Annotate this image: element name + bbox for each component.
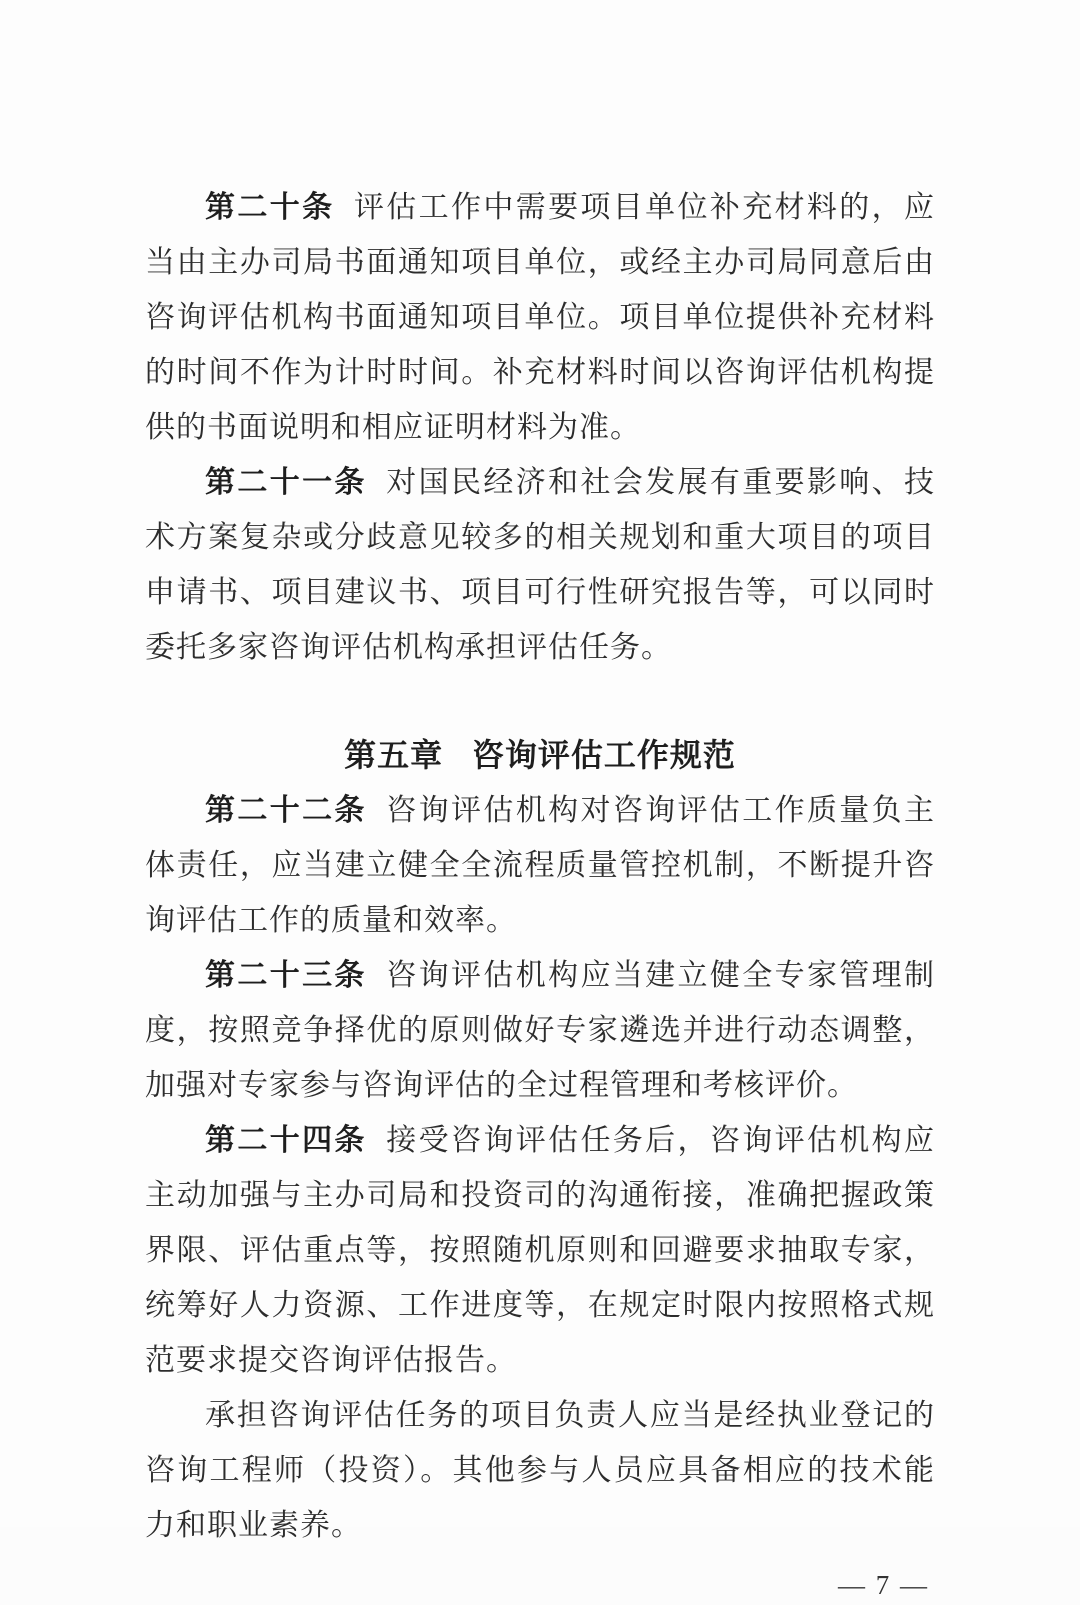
chapter-heading xyxy=(145,728,935,783)
article-paragraph-20 xyxy=(145,180,935,455)
page-number: — 7 — xyxy=(838,1570,929,1600)
article-number: 第二十一条 xyxy=(205,466,367,499)
article-paragraph-24 xyxy=(145,1113,935,1388)
article-paragraph-23 xyxy=(145,948,935,1113)
article-number: 第二十三条 xyxy=(205,959,367,992)
chapter-label: 第五章 xyxy=(344,737,444,773)
chapter-title: 咨询评估工作规范 xyxy=(471,737,736,773)
article-paragraph-21 xyxy=(145,455,935,675)
article-text: 接受咨询评估任务后，咨询评估机构应主动加强与主办司局和投资司的沟通衔接，准确把握政策界限、评估重点等，按照随机原则和回避要求抽取专家，统筹好人力资源、工作进度等，在规定时限内按照格式规范要求提交咨询评估报告。 xyxy=(145,1124,936,1377)
article-number: 第二十条 xyxy=(205,191,335,224)
article-text: 咨询评估机构对咨询评估工作质量负主体责任，应当建立健全全流程质量管控机制，不断提升咨询评估工作的质量和效率。 xyxy=(145,794,936,937)
article-number: 第二十二条 xyxy=(205,794,367,827)
article-text: 咨询评估机构应当建立健全专家管理制度，按照竞争择优的原则做好专家遴选并进行动态调整，加强对专家参与咨询评估的全过程管理和考核评价。 xyxy=(145,959,936,1102)
article-text: 评估工作中需要项目单位补充材料的，应当由主办司局书面通知项目单位，或经主办司局同意后由咨询评估机构书面通知项目单位。项目单位提供补充材料的时间不作为计时时间。补充材料时间以咨询评估机构提供的书面说明和相应证明材料为准。 xyxy=(145,191,936,444)
closing-paragraph: 承担咨询评估任务的项目负责人应当是经执业登记的咨询工程师（投资）。其他参与人员应具备相应的技术能力和职业素养。 xyxy=(145,1399,935,1542)
article-paragraph-22 xyxy=(145,783,935,948)
article-text: 对国民经济和社会发展有重要影响、技术方案复杂或分歧意见较多的相关规划和重大项目的项目申请书、项目建议书、项目可行性研究报告等，可以同时委托多家咨询评估机构承担评估任务。 xyxy=(145,466,936,664)
article-number: 第二十四条 xyxy=(205,1124,367,1157)
